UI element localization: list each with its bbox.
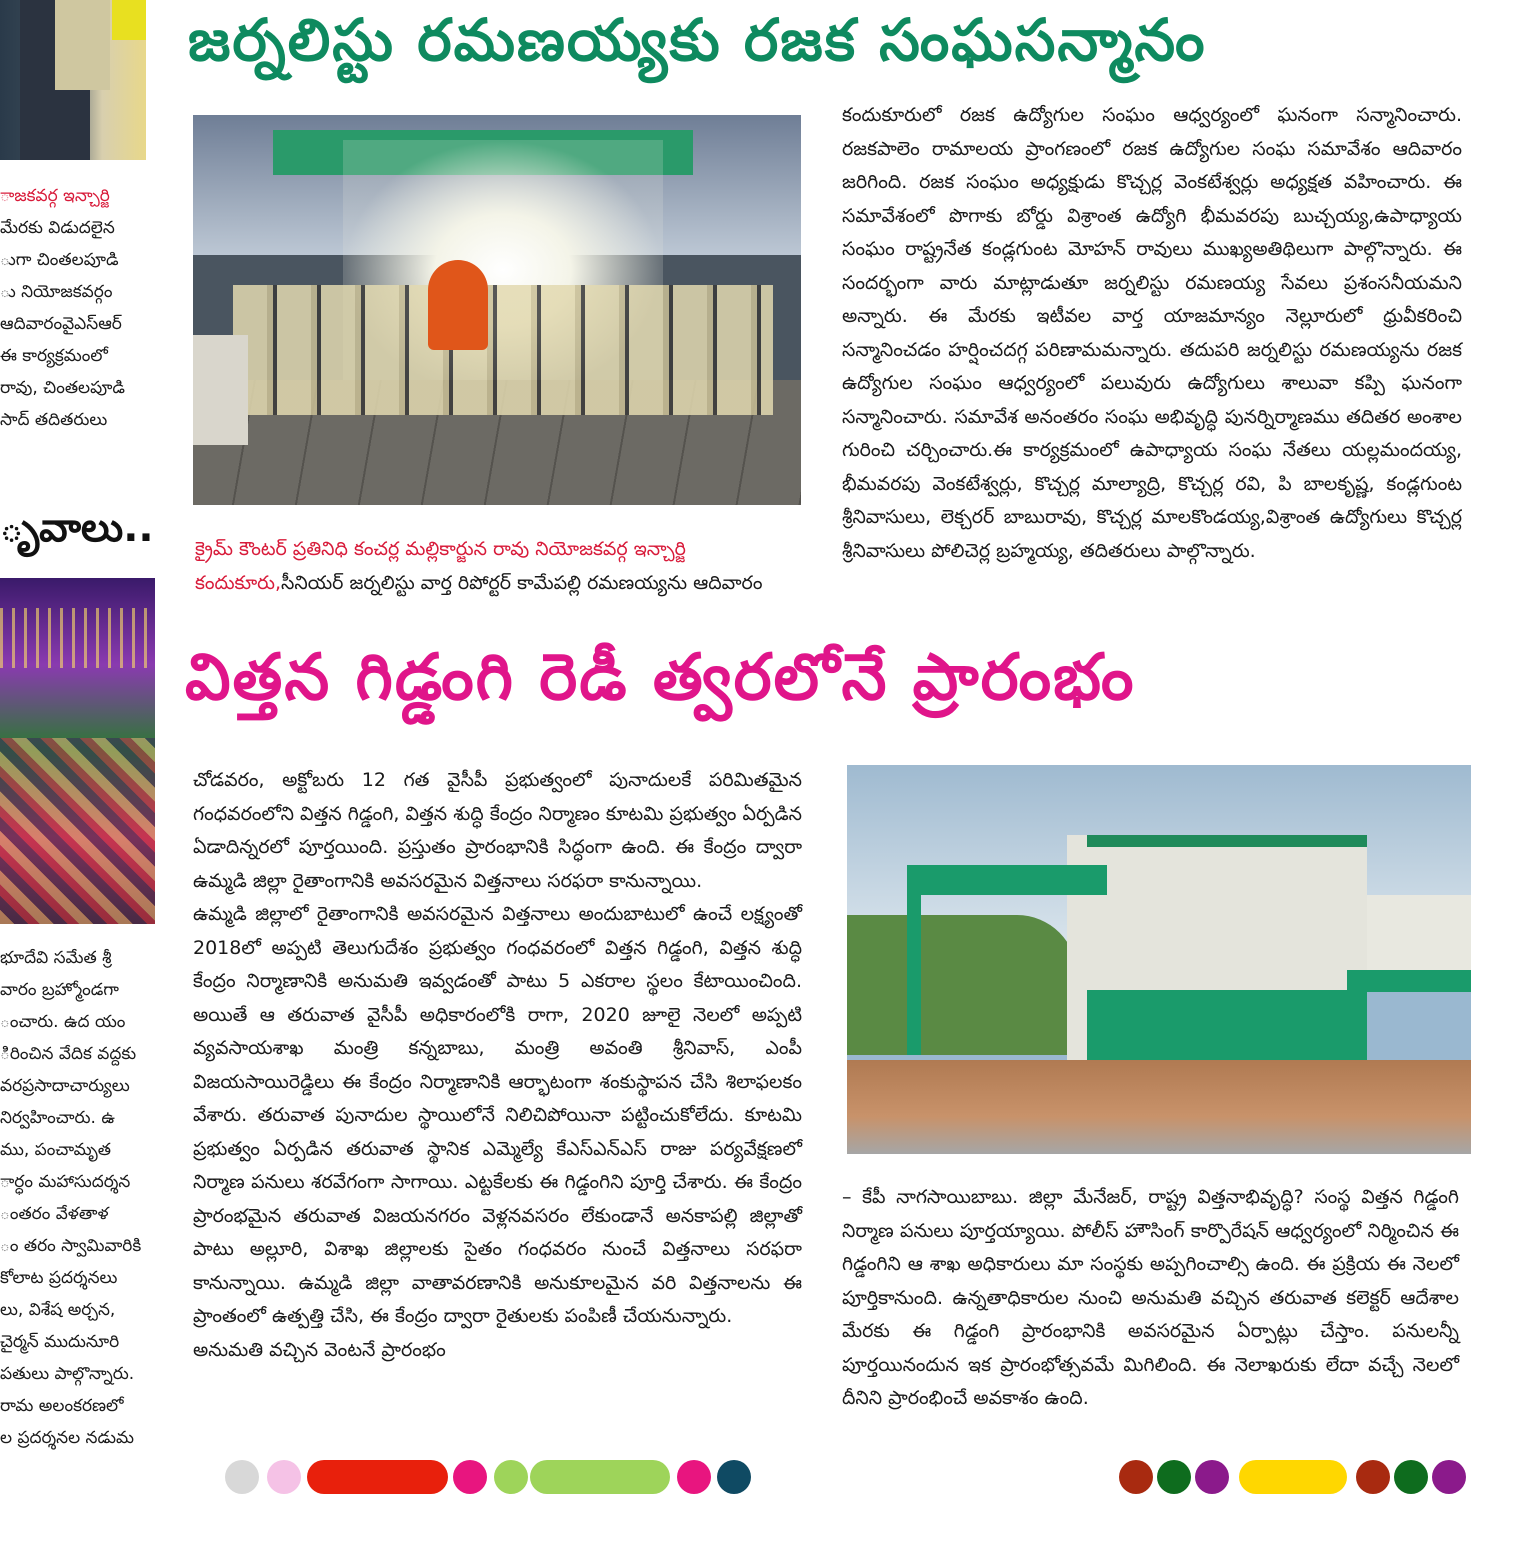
left-fragment-line: వారం బ్రహ్మోండగా [0, 980, 119, 1000]
caption-dateline: కందుకూరు, [195, 571, 282, 594]
left-fragment-line: వరప్రసాదాచార్యులు [0, 1076, 130, 1096]
headline-seed-godown: విత్తన గిడ్డంగి రెడీ త్వరలోనే ప్రారంభం [185, 641, 1136, 715]
footer-swatch [530, 1460, 670, 1494]
footer-swatch [267, 1460, 301, 1494]
footer-swatch [1157, 1460, 1191, 1494]
left-headline-fragment: ృవాలు.. [0, 505, 154, 551]
headline-journalist-felicitation: జర్నలిస్టు రమణయ్యకు రజక సంఘసన్మానం [188, 6, 1207, 74]
story1-paragraph: కందుకూరులో రజక ఉద్యోగుల సంఘం ఆధ్వర్యంలో ఘనంగా సన్మానించారు. రజకపాలెం రామాలయ ప్రాంగణంలో రజక ఉద్యోగుల సంఘ సమావేశం ఆదివారం జరిగింది. రజక సంఘం అధ్యక్షుడు కొచ్చర్ల వెంకటేశ్వర్లు అధ్యక్షత వహించారు. ఈ సమావేశంలో పొగాకు బోర్డు విశ్రాంత ఉద్యోగి భీమవరపు బుచ్చయ్య,ఉపాధ్యాయ సంఘం రాష్ట్రనేత కండ్లగుంట మోహన్ రావులు ముఖ్యఅతిథిలుగా పాల్గొన్నారు. ఈ సందర్భంగా వారు మాట్లాడుతూ జర్నలిస్టు రమణయ్య సేవలు ప్రశంసనీయమని అన్నారు. ఈ మేరకు ఇటీవల వార్త యాజమాన్యం నెల్లూరులో ధ్రువీకరించి సన్మానించడం హర్షించదగ్గ పరిణామమన్నారు. తదుపరి జర్నలిస్టు రమణయ్యను రజక ఉద్యోగుల సంఘం ఆధ్వర్యంలో పలువురు ఉద్యోగులు శాలువా కప్పి ఘనంగా సన్మానించారు. సమావేశ అనంతరం సంఘ అభివృద్ధి పునర్నిర్మాణము తదితర అంశాల గురించి చర్చించారు.ఈ కార్యక్రమంలో ఉపాధ్యాయ సంఘ నేతలు యల్లమందయ్య, భీమవరపు వెంకటేశ్వర్లు, కొచ్చర్ల మాల్యాద్రి, కొచ్చర్ల రవి, పి బాలకృష్ణ, కండ్లగుంట శ్రీనివాసులు, లెక్చరర్ బాబురావు, కొచ్చర్ల మాలకొండయ్య,విశ్రాంత ఉద్యోగులు కొచ్చర్ల శ్రీనివాసులు పోలిచెర్ల బ్రహ్మయ్య, తదితరులు పాల్గొన్నారు. [842, 104, 1462, 562]
left-fragment-line: పతులు పాల్గొన్నారు. [0, 1364, 135, 1384]
caption-lead: సీనియర్ జర్నలిస్టు వార్త రిపోర్టర్ కామేపల్లి రమణయ్యను ఆదివారం [281, 571, 763, 594]
footer-swatch [677, 1460, 711, 1494]
left-fragment-line: ుగా చింతలపూడి [0, 250, 119, 270]
left-fragment-line: ము, పంచామృత [0, 1140, 111, 1160]
footer-swatch [1239, 1460, 1347, 1494]
left-fragment-line: కోలాట ప్రదర్శనలు [0, 1268, 118, 1288]
left-column-text-top [0, 180, 150, 436]
story2-body [193, 764, 802, 1367]
left-fragment-line: లు, విశేష అర్చన, [0, 1300, 116, 1320]
footer-swatch [1432, 1460, 1466, 1494]
left-column-photo-top [0, 0, 146, 160]
left-fragment-line: రామ అలంకరణలో [0, 1396, 124, 1416]
footer-swatch [1356, 1460, 1390, 1494]
caption-line [195, 533, 801, 567]
left-fragment-line: ఈ కార్యక్రమంలో [0, 346, 108, 366]
left-fragment-line: ిరించిన వేదిక వద్దకు [0, 1044, 137, 1064]
left-fragment-line: ంతరం వేళతాళ [0, 1204, 109, 1224]
footer-swatch [453, 1460, 487, 1494]
felicitation-caption [195, 533, 801, 600]
caption-line [195, 567, 801, 601]
footer-swatch [307, 1460, 448, 1494]
story2-quote [842, 1181, 1459, 1416]
felicitation-group-photo [193, 115, 801, 505]
left-fragment-line: సాద్ తదితరులు [0, 410, 108, 430]
seed-godown-photo [847, 765, 1471, 1154]
left-fragment-line: ల ప్రదర్శనల నడుమ [0, 1428, 134, 1448]
left-fragment-line: ాజకవర్గ ఇన్చార్జి [0, 186, 110, 206]
left-fragment-line: ార్ధం మహాసుదర్శన [0, 1172, 131, 1192]
left-fragment-line: చైర్మన్ ముదునూరి [0, 1332, 120, 1352]
left-column-text-bottom [0, 942, 150, 1454]
footer-swatch [225, 1460, 259, 1494]
story2-subhead: అనుమతి వచ్చిన వెంటనే ప్రారంభం [193, 1338, 446, 1361]
caption-byline: క్రైమ్ కౌంటర్ ప్రతినిధి కంచర్ల మల్లికార్జున రావు నియోజకవర్గ ఇన్చార్జి [195, 538, 686, 560]
footer-swatch [717, 1460, 751, 1494]
footer-swatch [1394, 1460, 1428, 1494]
left-fragment-line: మేరకు విడుదలైన [0, 218, 115, 238]
left-fragment-line: ంచారు. ఉద యం [0, 1012, 126, 1032]
left-column-festival-photo [0, 578, 155, 924]
story2-paragraph-1: చోడవరం, అక్టోబరు 12 గత వైసీపీ ప్రభుత్వంలో పునాదులకే పరిమితమైన గంధవరంలోని విత్తన గిడ్డంగి, విత్తన శుద్ధి కేంద్రం నిర్మాణం కూటమి ప్రభుత్వం ఏర్పడిన ఏడాదిన్నరలో పూర్తయింది. ప్రస్తుతం ప్రారంభానికి సిద్ధంగా ఉంది. ఈ కేంద్రం ద్వారా ఉమ్మడి జిల్లా రైతాంగానికి అవసరమైన విత్తనాలు సరఫరా కానున్నాయి. [193, 769, 802, 892]
story1-body [842, 99, 1462, 568]
official-quote-paragraph: – కేపీ నాగసాయిబాబు. జిల్లా మేనేజర్, రాష్ట్ర విత్తనాభివృద్ధి? సంస్థ విత్తన గిడ్డంగి నిర్మాణ పనులు పూర్తయ్యాయి. పోలీస్ హౌసింగ్ కార్పొరేషన్ ఆధ్వర్యంలో నిర్మించిన ఈ గిడ్డంగిని ఆ శాఖ అధికారులు మా సంస్థకు అప్పగించాల్సి ఉంది. ఈ ప్రక్రియ ఈ నెలలో పూర్తికానుంది. ఉన్నతాధికారుల నుంచి అనుమతి వచ్చిన తరువాత కలెక్టర్ ఆదేశాల మేరకు ఈ గిడ్డంగి ప్రారంభానికి అవసరమైన ఏర్పాట్లు చేస్తాం. పనులన్నీ పూర్తయినందున ఇక ప్రారంభోత్సవమే మిగిలింది. ఈ నెలాఖరుకు లేదా వచ్చే నెలలో దీనిని ప్రారంభించే అవకాశం ఉంది. [842, 1186, 1459, 1409]
left-fragment-line: భూదేవి సమేత శ్రీ [0, 948, 112, 968]
left-fragment-line: ఆదివారంవైఎస్ఆర్ [0, 314, 122, 334]
footer-swatch [1119, 1460, 1153, 1494]
left-fragment-line: రావు, చింతలపూడి [0, 378, 125, 398]
left-fragment-line: నిర్వహించారు. ఉ [0, 1108, 115, 1128]
left-fragment-line: ు నియోజకవర్గం [0, 282, 113, 302]
footer-swatch [494, 1460, 528, 1494]
left-fragment-line: ం తరం స్వామివారికి [0, 1236, 142, 1256]
footer-swatch [1195, 1460, 1229, 1494]
story2-paragraph-2: ఉమ్మడి జిల్లాలో రైతాంగానికి అవసరమైన విత్తనాలు అందుబాటులో ఉంచే లక్ష్యంతో 2018లో అప్పటి తెలుగుదేశం ప్రభుత్వం గంధవరంలో విత్తన గిడ్డంగి, విత్తన శుద్ధి కేంద్రం నిర్మాణానికి అనుమతి ఇవ్వడంతో పాటు 5 ఎకరాల స్థలం కేటాయించింది. అయితే ఆ తరువాత వైసీపీ అధికారంలోకి రాగా, 2020 జూలై నెలలో అప్పటి వ్యవసాయశాఖ మంత్రి కన్నబాబు, మంత్రి అవంతి శ్రీనివాస్, ఎంపీ విజయసాయిరెడ్డిలు ఈ కేంద్రం నిర్మాణానికి ఆర్భాటంగా శంకుస్థాపన చేసి శిలాఫలకం వేశారు. తరువాత పునాదుల స్థాయిలోనే నిలిచిపోయినా పట్టించుకోలేదు. కూటమి ప్రభుత్వం ఏర్పడిన తరువాత స్థానిక ఎమ్మెల్యే కేఎస్ఎన్ఎస్ రాజు పర్యవేక్షణలో నిర్మాణ పనులు శరవేగంగా సాగాయి. ఎట్టకేలకు ఈ గిడ్డంగిని పూర్తి చేశారు. ఈ కేంద్రం ప్రారంభమైన తరువాత విజయనగరం వెళ్లనవసరం లేకుండానే అనకాపల్లి జిల్లాతో పాటు అల్లూరి, విశాఖ జిల్లాలకు సైతం గంధవరం నుంచే విత్తనాలు సరఫరా కానున్నాయి. ఉమ్మడి జిల్లా వాతావరణానికి అనుకూలమైన వరి విత్తనాలను ఈ ప్రాంతంలో ఉత్పత్తి చేసి, ఈ కేంద్రం ద్వారా రైతులకు పంపిణీ చేయనున్నారు. [193, 903, 802, 1327]
